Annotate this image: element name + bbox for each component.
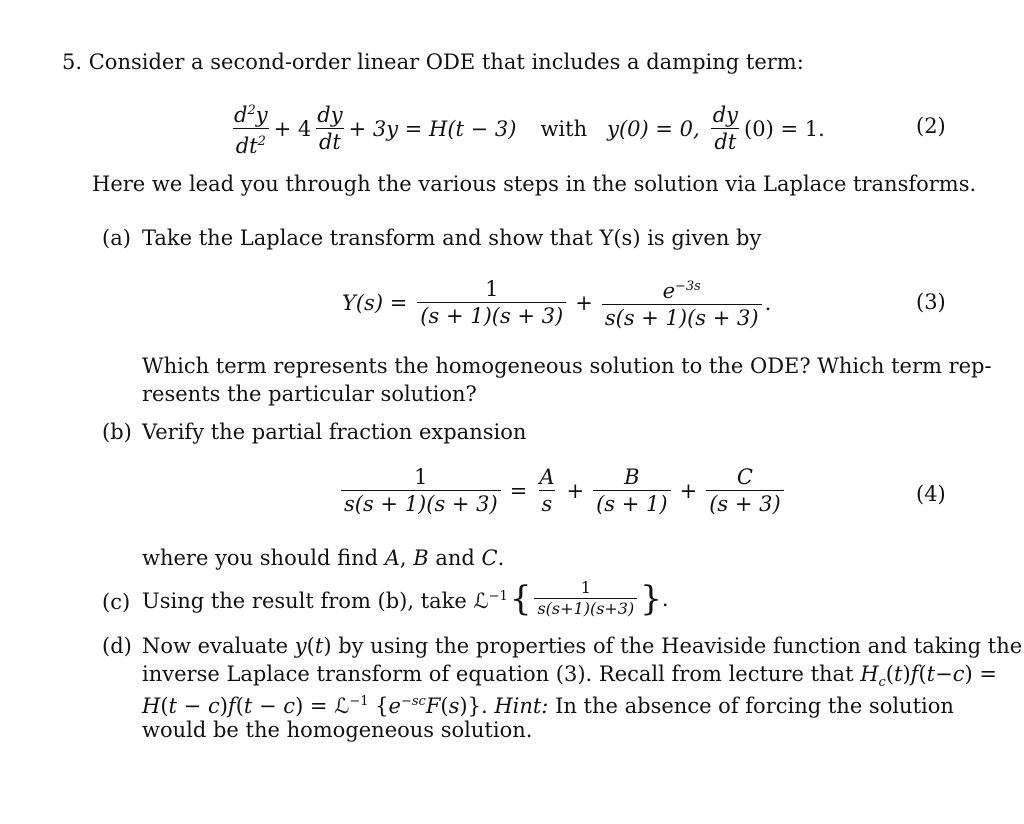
ode-rhs: + 3y = H(t − 3) — [348, 116, 517, 141]
part-d-line1: Now evaluate y(t) by using the properties of the Heaviside function and taking the — [142, 634, 1023, 658]
initial-condition-1: y(0) = 0, — [607, 116, 700, 141]
part-d-label: (d) — [102, 634, 132, 658]
eq3-term2-num: $e^{-3s}$ — [662, 279, 701, 303]
ic-derivative: $\frac{dy}{dt}$ — [712, 103, 739, 154]
initial-condition-2: (0) = 1. — [744, 116, 825, 141]
equation-number-4: (4) — [916, 482, 946, 506]
eq3-term1-num: 1 — [485, 277, 499, 301]
part-d-line3: H(t − c)f(t − c) = ℒ$^{-1}$ $\{e^{-sc}F(s)\}$. Hint: In the absence of forcing the solution — [142, 694, 954, 718]
part-a-question-line2: resents the particular solution? — [142, 382, 477, 406]
equation-2 — [228, 100, 825, 157]
part-b-text: Verify the partial fraction expansion — [142, 420, 527, 444]
problem-header — [62, 48, 804, 76]
part-d-line4: would be the homogeneous solution. — [142, 718, 533, 742]
equation-number-2: (2) — [916, 114, 946, 138]
eq3-term2-den: s(s + 1)(s + 3) — [602, 304, 762, 329]
eq4-term-c: $\frac{C}{(s + 3)}$ — [706, 466, 783, 515]
lead-sentence: Here we lead you through the various steps in the solution via Laplace transforms. — [92, 172, 977, 196]
eq3-term-1 — [417, 278, 566, 327]
eq4-term-a: $\frac{A}{s}$ — [539, 465, 555, 516]
eq3-term-2 — [602, 276, 762, 329]
problem-number: 5. — [62, 50, 83, 74]
second-derivative: $\frac{d^2y}{dt^2}$ — [234, 103, 268, 158]
with-word: with — [540, 116, 588, 141]
equation-number-3: (3) — [916, 290, 946, 314]
part-c-text: Using the result from (b), take ℒ$^{-1}$ { $\frac{1}{s(s+1)(s+3)}$ } . — [142, 578, 669, 619]
eq3-term1-den: (s + 1)(s + 3) — [417, 302, 566, 327]
hint-label: Hint: — [494, 694, 549, 718]
part-a-label: (a) — [102, 226, 131, 250]
part-c-fraction: $\frac{1}{s(s+1)(s+3)}$ — [534, 580, 637, 617]
equation-3: Y(s) = $\frac{1}{(s + 1)(s + 3)}$ + $\frac{e^{-3s}}{s(s + 1)(s + 3)}$ . — [342, 277, 772, 330]
part-b-label: (b) — [102, 420, 132, 444]
ode-coef-4: + 4 — [273, 116, 312, 141]
eq4-term-b: $\frac{B}{(s + 1)}$ — [593, 466, 670, 515]
eq4-lhs-num: 1 — [414, 465, 428, 489]
part-a-question-line1: Which term represents the homogeneous solution to the ODE? Which term rep- — [142, 354, 992, 378]
part-b-where: where you should find A, B and C. — [142, 546, 505, 570]
part-a-text: Take the Laplace transform and show that Y(s) is given by — [142, 226, 762, 250]
part-d-line2: inverse Laplace transform of equation (3). Recall from lecture that $H_c(t)f(t-c)$ = — [142, 662, 997, 691]
equation-4: $\frac{1}{s(s + 1)(s + 3)}$ = $\frac{A}{s}$ + $\frac{B}{(s + 1)}$ + $\frac{C}{(s + 3)}$ — [338, 466, 787, 515]
first-derivative: $\frac{dy}{dt}$ — [317, 103, 343, 154]
eq4-lhs — [341, 466, 501, 515]
part-c-label: (c) — [102, 590, 131, 614]
problem-intro: Consider a second-order linear ODE that includes a damping term: — [88, 50, 804, 74]
eq3-lhs: Y(s) = — [342, 290, 408, 315]
eq4-lhs-den: s(s + 1)(s + 3) — [341, 490, 501, 515]
